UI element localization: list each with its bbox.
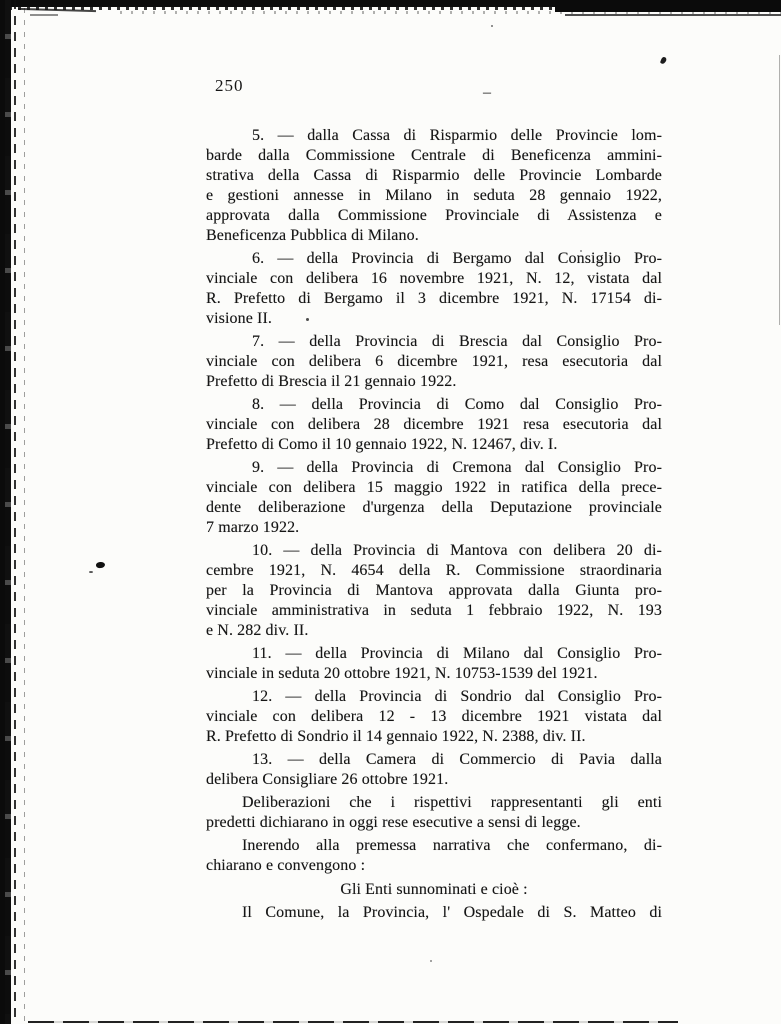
text-line: 10. — della Provincia di Mantova con delibera 20 di- bbox=[252, 542, 662, 559]
paragraph bbox=[206, 644, 662, 684]
ink-speck bbox=[89, 571, 93, 573]
ink-speck bbox=[430, 960, 432, 962]
text-line: vinciale con delibera 15 maggio 1922 in ratifica della prece- bbox=[206, 479, 662, 496]
bottom-edge-line bbox=[28, 1021, 678, 1023]
closing-paragraphs bbox=[206, 793, 662, 876]
paragraph bbox=[206, 458, 662, 538]
text-line: vinciale in seduta 20 ottobre 1921, N. 10753-1539 del 1921. bbox=[206, 665, 598, 682]
page-edge-vertical-line-faint bbox=[24, 8, 25, 1024]
text-line: strativa della Cassa di Risparmio delle Provincie Lombarde bbox=[206, 167, 662, 184]
numbered-paragraphs bbox=[206, 126, 662, 790]
text-line: per la Provincia di Mantova approvata dalla Giunta pro- bbox=[206, 582, 662, 599]
paragraph bbox=[206, 332, 662, 392]
text-line: predetti dichiarano in oggi rese esecutive a sensi di legge. bbox=[206, 814, 581, 831]
text-line: 8. — della Provincia di Como dal Consiglio Pro- bbox=[252, 396, 662, 413]
text-line: vinciale amministrativa in seduta 1 febbraio 1922, N. 193 bbox=[206, 602, 662, 619]
text-line: 11. — della Provincia di Milano dal Consiglio Pro- bbox=[252, 645, 662, 662]
page-edge-corner-line-short bbox=[30, 14, 58, 16]
header-dash: – bbox=[483, 84, 491, 101]
text-line: 7. — della Provincia di Brescia dal Consiglio Pro- bbox=[252, 333, 662, 350]
binding-shadow-left-inner bbox=[5, 0, 11, 1024]
text-line: 5. — dalla Cassa di Risparmio delle Provincie lom- bbox=[252, 127, 662, 144]
text-line: e N. 282 div. II. bbox=[206, 622, 309, 639]
text-line: vinciale con delibera 6 dicembre 1921, resa esecutoria dal bbox=[206, 353, 662, 370]
paragraph bbox=[206, 395, 662, 455]
text-line: R. Prefetto di Bergamo il 3 dicembre 1921, N. 17154 di- bbox=[206, 290, 662, 307]
page-edge-top-line bbox=[565, 14, 781, 16]
paragraph bbox=[206, 687, 662, 747]
text-line: 12. — della Provincia di Sondrio dal Consiglio Pro- bbox=[252, 688, 662, 705]
text-line: e gestioni annesse in Milano in seduta 28 gennaio 1922, bbox=[206, 187, 662, 204]
text-line: 13. — della Camera di Commercio di Pavia dalla bbox=[252, 751, 662, 768]
final-line: Il Comune, la Provincia, l' Ospedale di S. Matteo di bbox=[242, 904, 662, 921]
text-line: dente deliberazione d'urgenza della Deputazione provinciale bbox=[206, 499, 662, 516]
centered-line: Gli Enti sunnominati e cioè : bbox=[340, 881, 528, 898]
binding-shadow-top-right bbox=[555, 0, 781, 12]
ink-speck bbox=[660, 56, 667, 64]
text-line: Prefetto di Brescia il 21 gennaio 1922. bbox=[206, 373, 457, 390]
text-line: 9. — della Provincia di Cremona dal Consiglio Pro- bbox=[252, 459, 662, 476]
text-line: Inerendo alla premessa narrativa che confermano, di- bbox=[242, 837, 662, 854]
text-line: vinciale con delibera 28 dicembre 1921 resa esecutoria dal bbox=[206, 416, 662, 433]
text-block bbox=[206, 126, 662, 923]
page-edge-vertical-line bbox=[14, 0, 16, 1024]
paragraph bbox=[206, 249, 662, 329]
ink-speck bbox=[96, 561, 106, 568]
text-line: approvata dalla Commissione Provinciale di Assistenza e bbox=[206, 207, 662, 224]
text-line: chiarano e convengono : bbox=[206, 857, 366, 874]
page-number: 250 bbox=[215, 76, 244, 95]
text-line: R. Prefetto di Sondrio il 14 gennaio 1922, N. 2388, div. II. bbox=[206, 728, 586, 745]
paragraph bbox=[206, 126, 662, 246]
text-line: vinciale con delibera 16 novembre 1921, N. 12, vistata dal bbox=[206, 270, 662, 287]
text-line: Deliberazioni che i rispettivi rappresentanti gli enti bbox=[242, 794, 662, 811]
text-line: delibera Consigliare 26 ottobre 1921. bbox=[206, 771, 449, 788]
text-line: Beneficenza Pubblica di Milano. bbox=[206, 227, 419, 244]
text-line: cembre 1921, N. 4654 della R. Commissione straordinaria bbox=[206, 562, 662, 579]
text-line: Prefetto di Como il 10 gennaio 1922, N. 12467, div. I. bbox=[206, 436, 558, 453]
text-line: visione II. bbox=[206, 310, 272, 327]
right-edge-line bbox=[779, 55, 780, 325]
ink-speck bbox=[491, 25, 493, 27]
paragraph bbox=[206, 836, 662, 876]
text-line: vinciale con delibera 12 - 13 dicembre 1921 vistata dal bbox=[206, 708, 662, 725]
paragraph bbox=[206, 750, 662, 790]
text-line: barde dalla Commissione Centrale di Beneficenza ammini- bbox=[206, 147, 662, 164]
paragraph bbox=[206, 793, 662, 833]
paragraph bbox=[206, 541, 662, 641]
text-line: 6. — della Provincia di Bergamo dal Consiglio Pro- bbox=[252, 250, 662, 267]
text-line: 7 marzo 1922. bbox=[206, 519, 300, 536]
